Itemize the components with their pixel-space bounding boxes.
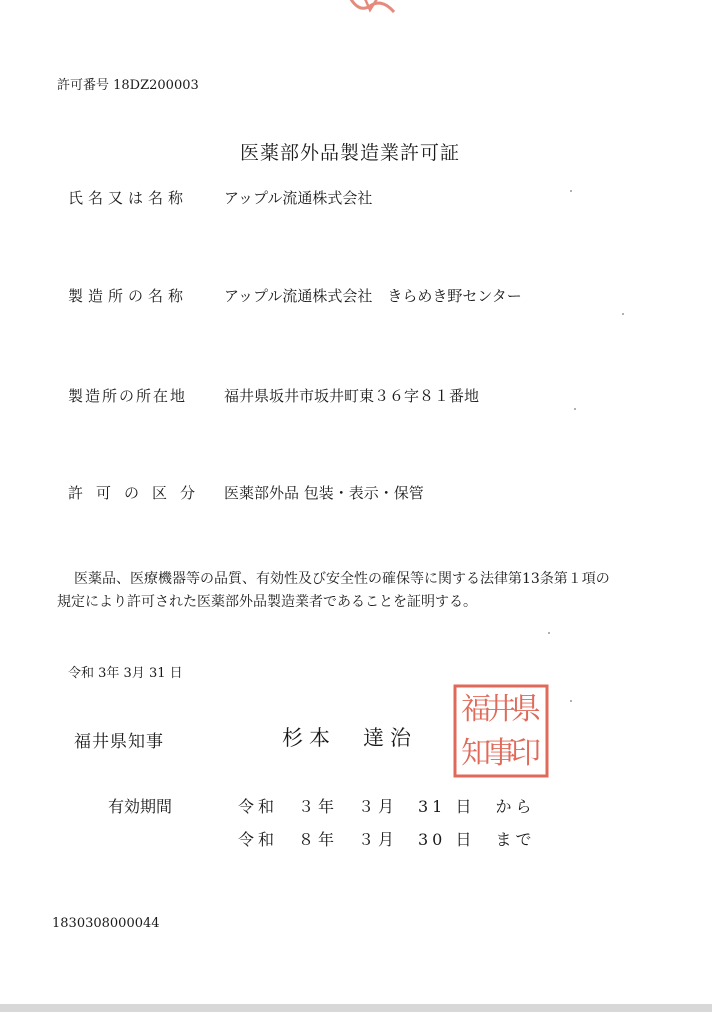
permit-number: 許可番号 18DZ200003 bbox=[57, 78, 199, 93]
field-value-name: アップル流通株式会社 bbox=[224, 189, 373, 207]
seal-char-3: 福 bbox=[461, 692, 491, 727]
bottom-edge-bar bbox=[0, 1004, 712, 1012]
document-number: 1830308000044 bbox=[52, 916, 160, 931]
field-value-permit-category: 医薬部外品 包装・表示・保管 bbox=[224, 484, 424, 502]
statement-line-1: 医薬品、医療機器等の品質、有効性及び安全性の確保等に関する法律第13条第１項の bbox=[74, 571, 610, 587]
statement-line-2: 規定により許可された医薬部外品製造業者であることを証明する。 bbox=[57, 594, 477, 610]
issuer-title: 福井県知事 bbox=[74, 732, 164, 752]
field-value-facility-name: アップル流通株式会社 きらめき野センター bbox=[224, 287, 522, 305]
scan-speck bbox=[574, 408, 576, 410]
seal-char-2: 井 bbox=[486, 692, 516, 727]
scan-speck bbox=[548, 632, 550, 634]
field-value-facility-address: 福井県坂井市坂井町東３６字８１番地 bbox=[224, 387, 480, 405]
seal-char-6: 知 bbox=[461, 736, 491, 771]
issue-date: 令和 3年 3月 31 日 bbox=[68, 666, 183, 681]
field-label-facility-name: 製造所の名称 bbox=[68, 287, 189, 305]
validity-from: 令和 ３年 ３月 31 日 から bbox=[238, 797, 536, 816]
field-label-facility-address: 製造所の所在地 bbox=[68, 387, 188, 405]
scan-speck bbox=[622, 313, 624, 315]
field-label-permit-category: 許可の区分 bbox=[68, 484, 209, 502]
top-seal-fragment bbox=[340, 0, 400, 20]
document-title: 医薬部外品製造業許可証 bbox=[240, 142, 461, 164]
certification-statement bbox=[57, 568, 661, 614]
seal-char-4: 印 bbox=[511, 736, 541, 771]
seal-char-1: 県 bbox=[511, 692, 541, 727]
field-label-name: 氏名又は名称 bbox=[68, 189, 189, 207]
scan-speck bbox=[570, 700, 572, 702]
seal-char-5: 事 bbox=[486, 736, 516, 771]
issuer-name: 杉本 達治 bbox=[282, 726, 417, 750]
scan-speck bbox=[570, 190, 572, 192]
validity-to: 令和 ８年 ３月 30 日 まで bbox=[238, 830, 536, 849]
official-seal bbox=[452, 683, 550, 779]
validity-label: 有効期間 bbox=[108, 797, 173, 816]
